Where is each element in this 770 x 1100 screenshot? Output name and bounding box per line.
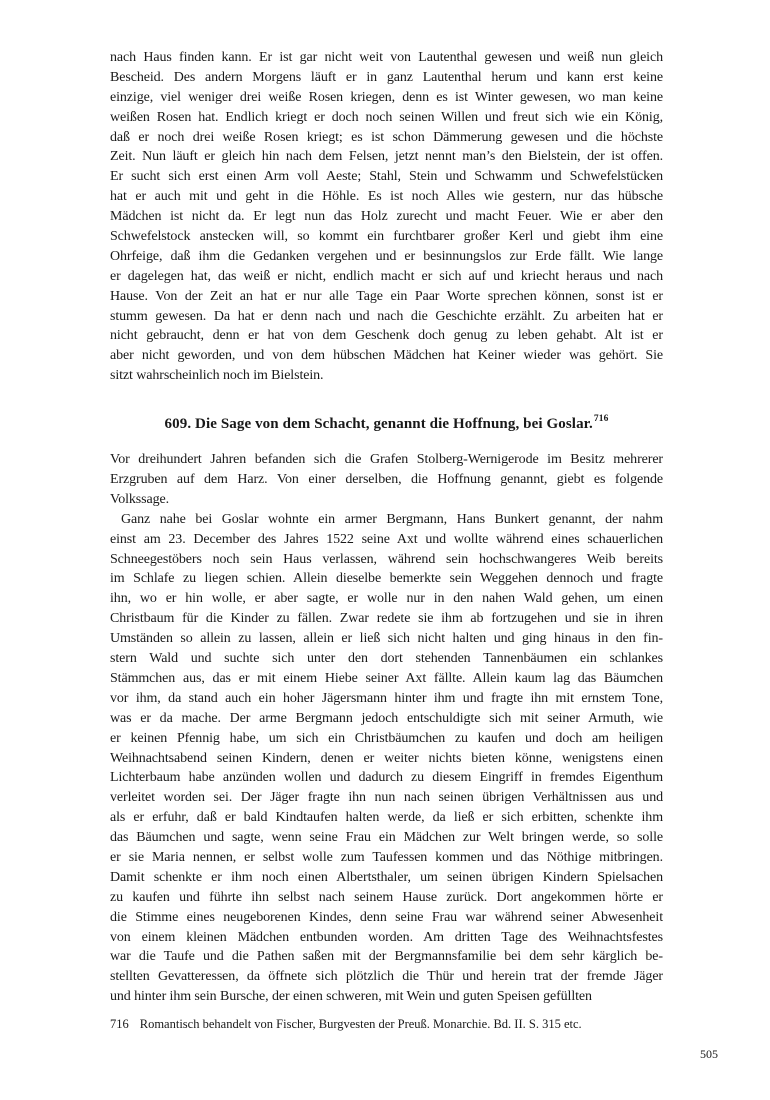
paragraph-continuation [110, 48, 663, 386]
text-line: hat er auch mit und geht in die Höhle. Es ist noch Alles wie gestern, nur das hübsche [110, 189, 663, 205]
text-line: Damit schenkte er ihm noch einen Albertsthaler, um seinen übrigen Kindern Spielsachen [110, 869, 663, 885]
text-line: was er da mache. Der arme Bergmann jedoch entschuldigte sich mit seiner Armuth, wie [110, 710, 663, 726]
text-line: nach Haus finden kann. Er ist gar nicht weit von Lautenthal gewesen und weiß nun gleich [110, 50, 663, 65]
text-line: stumm gewesen. Da hat er denn nach und nach die Geschichte erzählt. Zu arbeiten hat er [110, 308, 663, 324]
text-line: Mädchen ist nicht da. Er legt nun das Holz zurecht und macht Feuer. Wie er aber den [110, 209, 663, 225]
paragraph-story [110, 510, 663, 1007]
footnote-reference: 716 [593, 414, 609, 425]
footnote [110, 1016, 670, 1033]
text-line: die Stimme eines neugeborenen Kindes, denn seine Frau war während seiner Abwesenheit [110, 909, 663, 925]
text-line: stellten Gevatteressen, da öffnete sich plötzlich die Thür und herein trat der fremde Jäger [110, 969, 663, 985]
text-line: Er sucht sich erst einen Arm voll Aeste; Stahl, Stein und Schwamm und Schwefelstücken [110, 169, 663, 185]
text-line: im Schlafe zu liegen schien. Allein dieselbe bemerkte sein Weggehen dennoch und fragte [110, 571, 663, 587]
text-line: einst am 23. December des Jahres 1522 seine Axt und wollte während eines schauerlichen [110, 531, 663, 547]
text-line: das Bäumchen und sagte, wenn seine Frau ein Mädchen zur Welt bringen werde, so solle [110, 830, 663, 846]
text-line: Zeit. Nun läuft er gleich hin nach dem Felsen, jetzt nennt man’s den Bielstein, der ist offen. [110, 149, 663, 165]
text-line: Stämmchen aus, das er mit einem Hiebe seiner Axt fällte. Allein kaum lag das Bäumchen [110, 670, 663, 686]
text-line: Volkssage. [110, 491, 170, 507]
text-line: als er erfuhr, daß er bald Kindtaufen halten werde, da ließ er sich erbitten, schenkte ihm [110, 810, 663, 826]
text-line: aber nicht geworden, und von dem hübschen Mädchen hat Keiner wieder was gehört. Sie [110, 348, 663, 364]
text-line: ihn, wo er hin wolle, er aber sagte, er wolle nur in den nahen Wald gehen, um einen [110, 591, 663, 607]
text-line: nicht gebraucht, denn er hat von dem Geschenk doch genug zu leben gehabt. Alt ist er [110, 328, 663, 344]
text-line: weißen Rosen hat. Endlich kriegt er doch noch seinen Willen und freut sich wie ein König, [110, 109, 663, 125]
section-heading-text: 609. Die Sage von dem Schacht, genannt die Hoffnung, bei Goslar. [164, 416, 593, 433]
text-line: Umständen so allein zu lassen, allein er ließ sich nicht halten und ging hinaus in den fin- [110, 631, 663, 647]
text-line: und hinter ihm sein Bursche, der einen schweren, mit Wein und guten Speisen gefüllten [110, 989, 592, 1005]
text-line: Hause. Von der Zeit an hat er nur alle Tage ein Paar Worte sprechen können, sonst ist er [110, 288, 663, 304]
text-line: daß er noch drei weiße Rosen kriegt; es ist schon Dämmerung gewesen und die höchste [110, 129, 663, 145]
text-line: sitzt wahrscheinlich noch im Bielstein. [110, 368, 324, 384]
text-line: Erzgruben auf dem Harz. Von einer derselben, die Hoffnung genannt, giebt es folgende [110, 472, 663, 488]
text-line: vor ihm, da stand auch ein hoher Jägersmann hinter ihm und fragte ihn mit ernstem Tone, [110, 690, 663, 706]
text-line: Ganz nahe bei Goslar wohnte ein armer Bergmann, Hans Bunkert genannt, der nahm [121, 511, 663, 527]
text-line: Lichterbaum habe anzünden wollen und dadurch zu diesem Eingriff in fremdes Eigenthum [110, 770, 663, 786]
text-line: war die Taufe und die Pathen saßen mit der Bergmannsfamilie bei dem sehr kärglich be- [110, 949, 663, 965]
text-line: Schwefelstock anstecken will, so kommt ein furchtbarer großer Kerl und giebt ihm eine [110, 229, 663, 245]
text-column [110, 48, 663, 1007]
text-line: von einem kleinen Mädchen entbunden worden. Am dritten Tage des Weihnachtsfestes [110, 929, 663, 945]
text-line: er dagelegen hat, das weiß er nicht, endlich macht er sich auf und kriecht heraus und nach [110, 268, 663, 284]
text-line: verleitet worden sei. Der Jäger fragte ihn nun nach seinen übrigen Verhältnissen aus und [110, 790, 663, 806]
text-line: Schneegestöbers noch sein Haus verlassen, während sein hochschwangeres Weib bereits [110, 551, 663, 567]
text-line: Christbaum für die Kinder zu fällen. Zwar redete sie ihm ab fortzugehen und sie in ihren [110, 611, 663, 627]
text-line: er keinen Pfennig habe, um sich ein Christbäumchen zu kaufen und doch am heiligen [110, 730, 663, 746]
text-line: zu kaufen und führte ihn selbst nach seinem Hause zurück. Dort angekommen hörte er [110, 889, 663, 905]
paragraph-volkssage-intro [110, 450, 663, 510]
text-line: Vor dreihundert Jahren befanden sich die Grafen Stolberg-Wernigerode im Besitz mehrerer [110, 452, 663, 468]
page-number: 505 [700, 1047, 718, 1061]
text-line: einzige, viel weniger drei weiße Rosen kriegen, denn es ist Winter gewesen, wo man keine [110, 89, 663, 105]
text-line: er sie Maria nennen, er selbst wolle zum Taufessen kommen und das Nöthige mitbringen. [110, 849, 663, 865]
footnote-text: Romantisch behandelt von Fischer, Burgvesten der Preuß. Monarchie. Bd. II. S. 315 etc. [139, 1017, 582, 1031]
footnote-marker: 716 [110, 1017, 129, 1031]
text-line: Ohrfeige, daß ihm die Gedanken vergehen und er besinnungslos zur Erde fällt. Wie lange [110, 248, 663, 264]
text-line: Weihnachtsabend seinen Kindern, denen er weiter nichts bieten könne, wenigstens einen [110, 750, 663, 766]
text-line: stern Wald und suchte sich unter den dort stehenden Tannenbäumen ein schlankes [110, 651, 663, 667]
text-line: Bescheid. Des andern Morgens läuft er in ganz Lautenthal herum und kann erst keine [110, 69, 663, 85]
section-heading [110, 410, 663, 433]
